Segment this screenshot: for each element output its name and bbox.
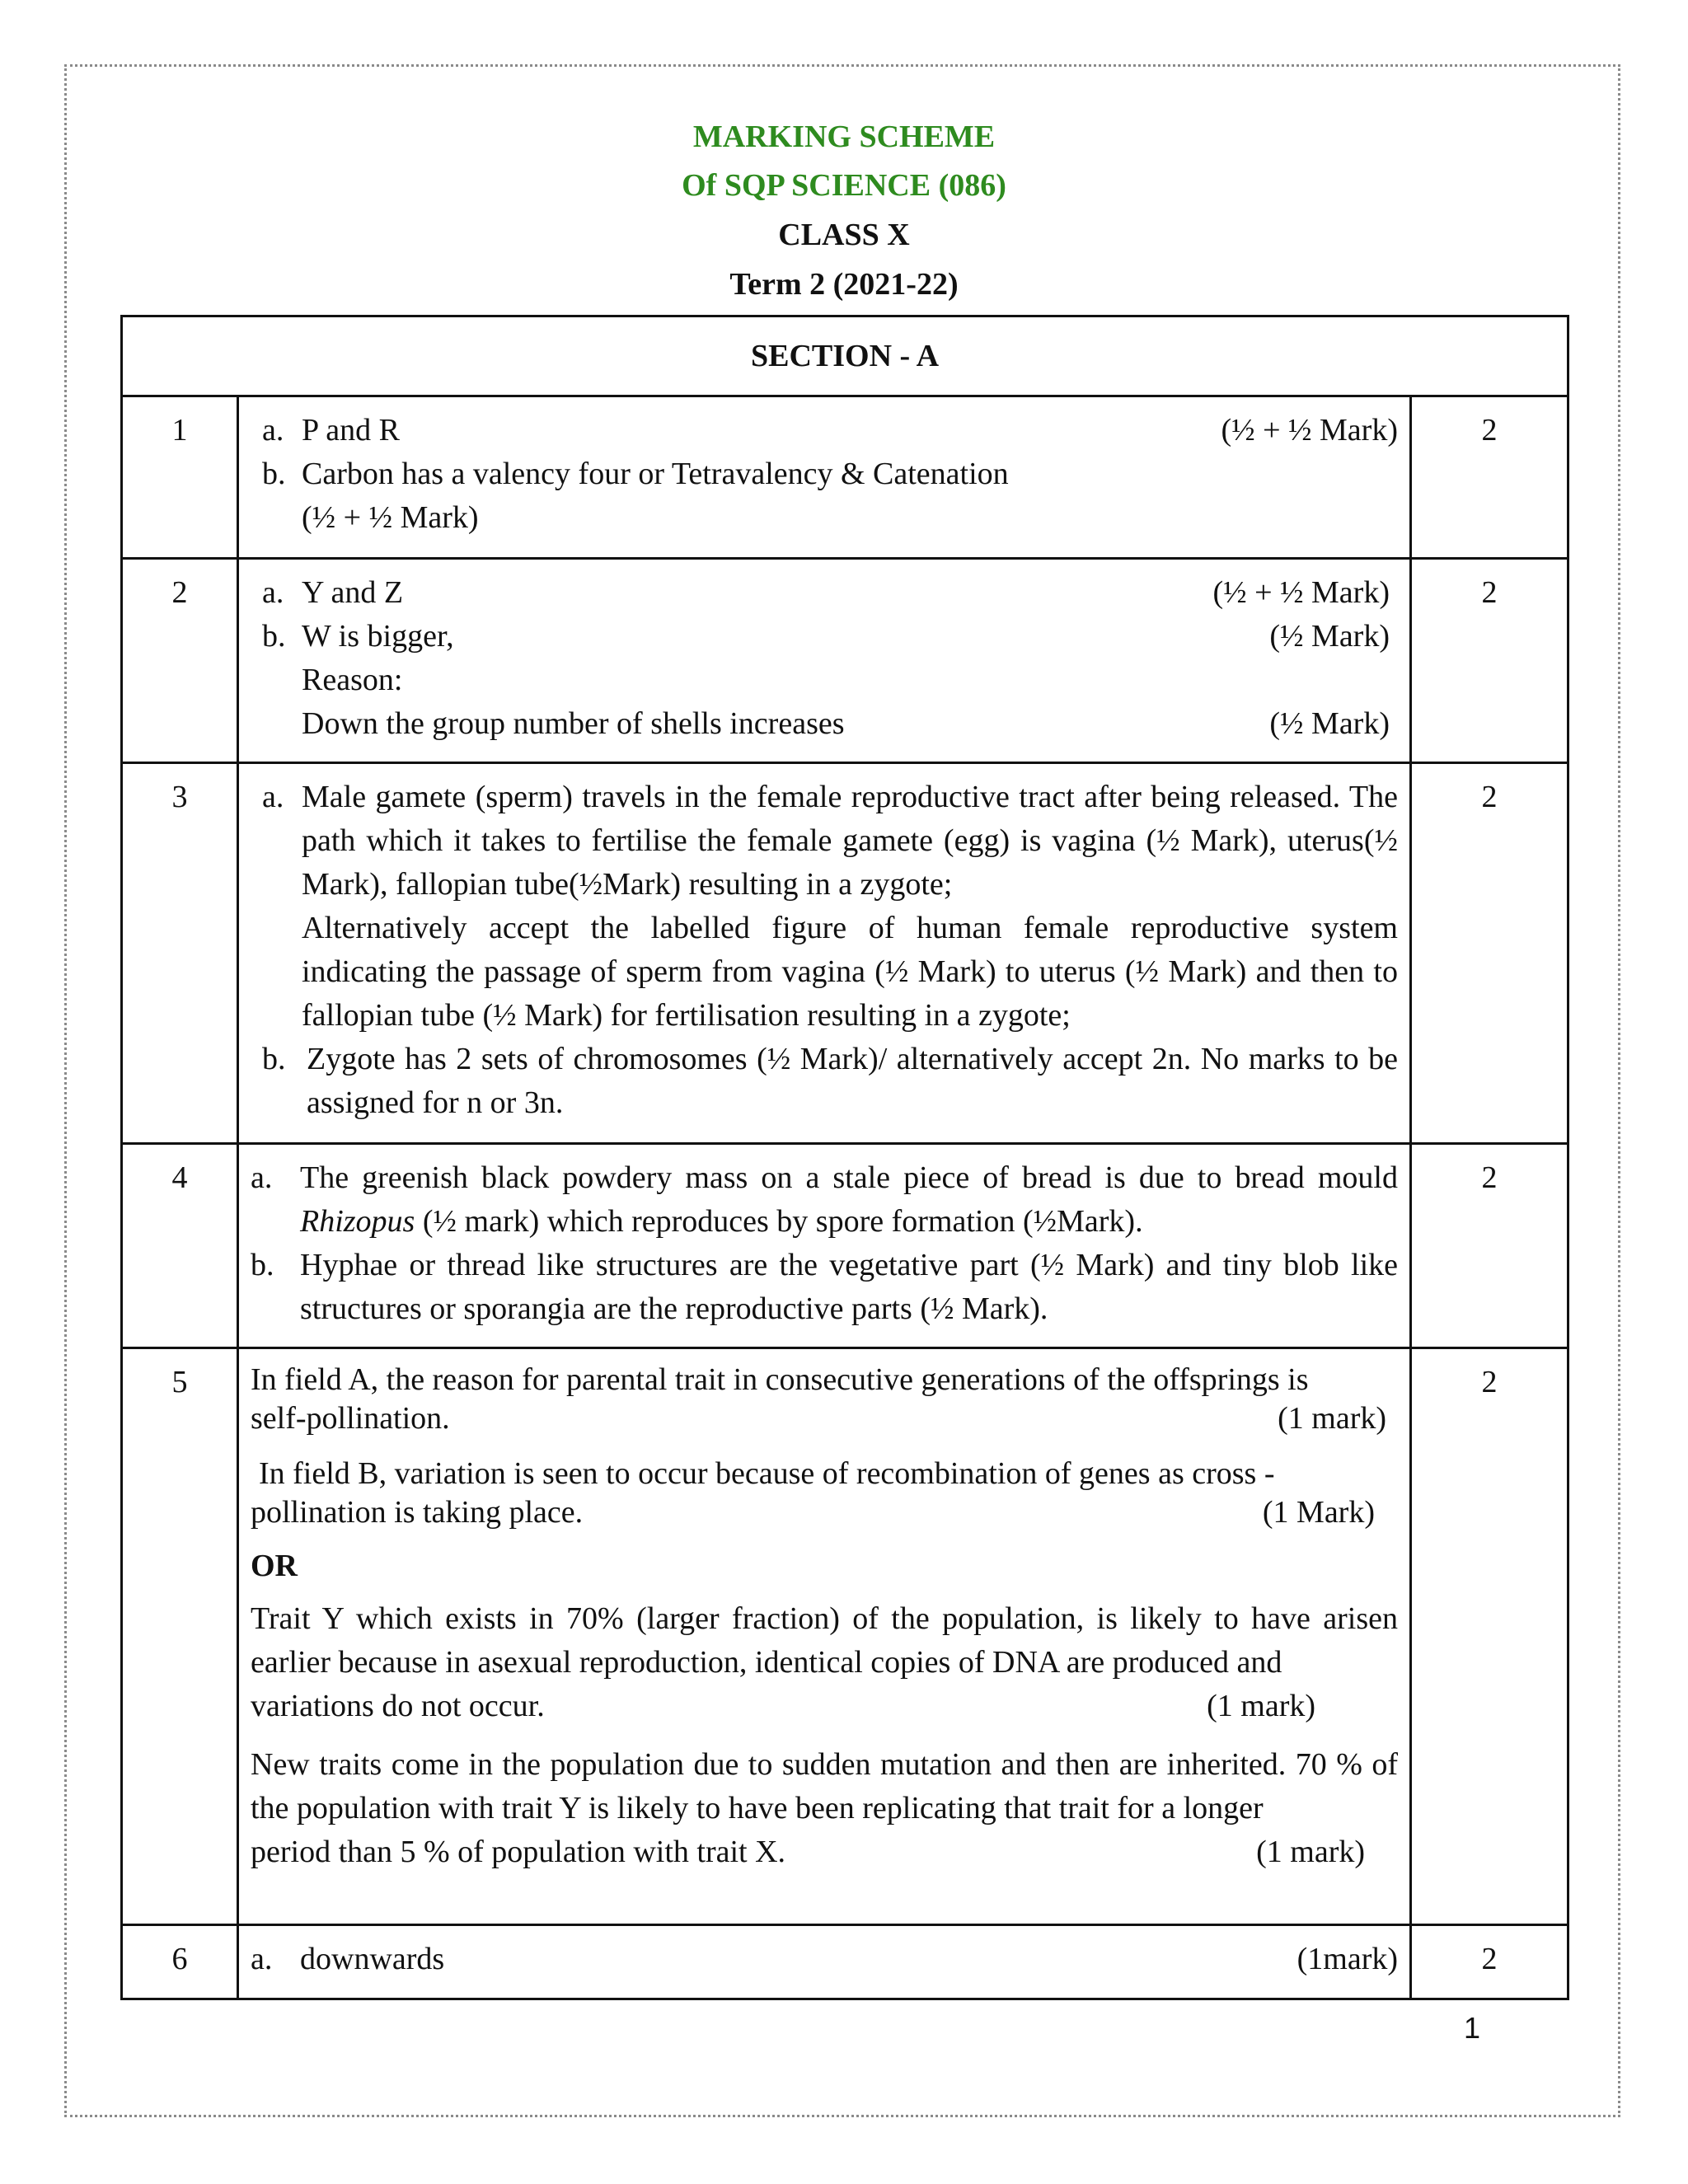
- question-number: 5: [122, 1348, 238, 1925]
- page-number: 1: [1464, 2011, 1481, 2045]
- answer-text: The greenish black powdery mass on a stale piece of bread is due to bread mould: [300, 1160, 1398, 1195]
- answer-para-4: New traits come in the population due to sudden mutation and then are inherited. 70 % of the population with trait Y is likely to have been replicating that trait for a longer period than 5 % of population with trait X. (1 mark): [251, 1743, 1398, 1874]
- total-marks: 2: [1411, 1144, 1568, 1348]
- item-label: b.: [262, 619, 286, 654]
- answer-text: W is bigger,: [302, 619, 454, 654]
- section-header-row: [122, 316, 1568, 396]
- answer-alternative: Alternatively accept the labelled figure of human female reproductive system indicating the passage of sperm from vagina (½ Mark) to uterus (½ Mark) and then to fallopian tube (½ Mark) for fertilisation resulting in a zygote;: [302, 911, 1398, 1033]
- section-title: SECTION - A: [122, 316, 1568, 396]
- mark-allocation: (½ Mark): [1269, 706, 1390, 741]
- answer-text-cont: (½ mark) which reproduces by spore formation (½Mark).: [422, 1204, 1143, 1239]
- answer-cell: [238, 1144, 1411, 1348]
- title-term: Term 2 (2021-22): [729, 267, 959, 302]
- answer-text: Male gamete (sperm) travels in the female reproductive tract after being released. The path which it takes to fertilise the female gamete (egg) is vagina (½ Mark), uterus(½ Mark), fallopian tube(½Mark) resulting in a zygote;: [302, 780, 1398, 902]
- total-marks: 2: [1411, 763, 1568, 1144]
- mark-allocation: (1 mark): [1256, 1835, 1365, 1869]
- item-label: b.: [262, 1042, 286, 1076]
- item-label: b.: [262, 457, 286, 491]
- answer-cell: [238, 763, 1411, 1144]
- question-number: 1: [122, 396, 238, 559]
- total-marks: 2: [1411, 559, 1568, 763]
- item-label: a.: [262, 575, 284, 610]
- reason-text: Down the group number of shells increases: [302, 706, 845, 741]
- answer-text: Carbon has a valency four or Tetravalency & Catenation: [302, 457, 1009, 491]
- answer-cell: [238, 396, 1411, 559]
- answer-text: Hyphae or thread like structures are the vegetative part (½ Mark) and tiny blob like structures or sporangia are the reproductive parts (½ Mark).: [300, 1248, 1398, 1326]
- question-row-1: [122, 396, 1568, 559]
- mark-allocation: (1 mark): [1278, 1401, 1386, 1436]
- answer-text: downwards: [300, 1942, 445, 1976]
- answer-para-2: In field B, variation is seen to occur because of recombination of genes as cross - pollination is taking place. (1 Mark): [251, 1455, 1398, 1532]
- mark-allocation: (1mark): [1296, 1942, 1398, 1976]
- item-label: b.: [251, 1248, 274, 1282]
- item-label: a.: [262, 413, 284, 448]
- item-label: a.: [251, 1160, 273, 1195]
- answer-text: Zygote has 2 sets of chromosomes (½ Mark)/ alternatively accept 2n. No marks to be assigned for n or 3n.: [307, 1042, 1398, 1120]
- title-class: CLASS X: [778, 218, 910, 252]
- mark-allocation: (1 Mark): [1262, 1495, 1375, 1530]
- title-subject: Of SQP SCIENCE (086): [682, 168, 1006, 203]
- organism-name: Rhizopus: [300, 1204, 415, 1239]
- title-marking-scheme: MARKING SCHEME: [692, 120, 996, 154]
- question-number: 3: [122, 763, 238, 1144]
- question-row-4: [122, 1144, 1568, 1348]
- item-label: a.: [251, 1942, 273, 1976]
- answer-cell: [238, 1925, 1411, 1999]
- mark-allocation: (1 mark): [1207, 1689, 1315, 1723]
- answer-text: P and R: [302, 413, 400, 448]
- question-row-6: [122, 1925, 1568, 1999]
- total-marks: 2: [1411, 1348, 1568, 1925]
- marking-table: [120, 315, 1569, 2000]
- total-marks: 2: [1411, 1925, 1568, 1999]
- question-row-3: [122, 763, 1568, 1144]
- item-label: a.: [262, 780, 284, 814]
- question-number: 6: [122, 1925, 238, 1999]
- question-number: 2: [122, 559, 238, 763]
- question-number: 4: [122, 1144, 238, 1348]
- answer-text: Y and Z: [302, 575, 404, 610]
- reason-label: Reason:: [302, 663, 403, 697]
- answer-cell: [238, 559, 1411, 763]
- answer-para-1: In field A, the reason for parental trait in consecutive generations of the offsprings is self-pollination. (1 mark): [251, 1361, 1398, 1438]
- mark-allocation: (½ + ½ Mark): [1212, 575, 1390, 610]
- question-row-2: [122, 559, 1568, 763]
- answer-cell: [238, 1348, 1411, 1925]
- question-row-5: [122, 1348, 1568, 1925]
- total-marks: 2: [1411, 396, 1568, 559]
- mark-allocation: (½ + ½ Mark): [302, 500, 479, 535]
- mark-allocation: (½ + ½ Mark): [1221, 413, 1398, 448]
- mark-allocation: (½ Mark): [1269, 619, 1390, 654]
- answer-para-3: Trait Y which exists in 70% (larger fraction) of the population, is likely to have arisen earlier because in asexual reproduction, identical copies of DNA are produced and variations do not occur. (1 mark): [251, 1597, 1398, 1728]
- or-label: OR: [251, 1549, 298, 1583]
